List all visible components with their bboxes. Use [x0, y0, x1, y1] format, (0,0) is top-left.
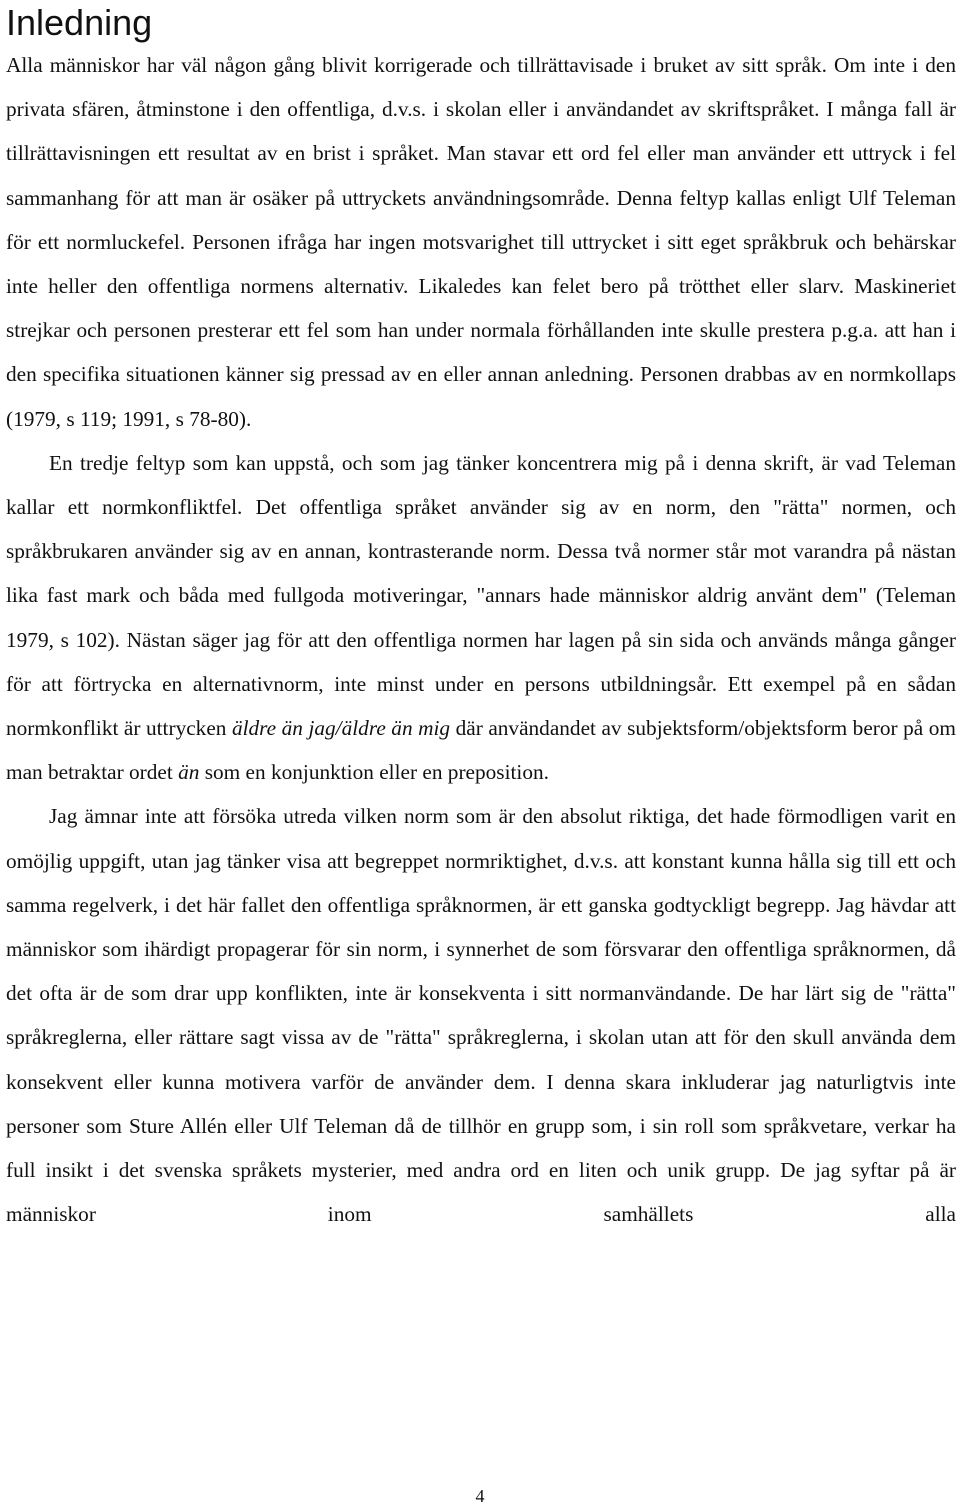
paragraph-text: som en konjunktion eller en preposition.	[199, 760, 549, 785]
paragraph-text: där användandet av subjektsform/objektsform beror på om man betraktar ordet	[6, 716, 956, 785]
italic-example-text: än	[178, 760, 200, 785]
section-heading: Inledning	[6, 2, 153, 43]
paragraph-text: Jag ämnar inte att försöka utreda vilken norm som är den absolut riktiga, det hade förmodligen varit en omöjlig uppgift, utan jag tänker visa att begreppet normriktighet, d.v.s. att konstant kunna hålla sig till ett och samma regelverk, i det här fallet den offentliga språknormen, är ett ganska godtyckligt begrepp. Jag hävdar att människor som ihärdigt propagerar för sin norm, i synnerhet de som försvarar den offentliga språknormen, då det ofta är de som drar upp konflikten, inte är konsekventa i sitt normanvändande. De har lärt sig de "rätta" språkreglerna, eller rättare sagt vissa av de "rätta" språkreglerna, i skolan utan att för den skull använda dem konsekvent eller kunna motivera varför de använder dem. I denna skara inkluderar jag naturligtvis inte personer som Sture Allén eller Ulf Teleman då de tillhör en grupp som, i sin roll som språkvetare, verkar ha full insikt i det svenska språkets mysterier, med andra ord en liten och unik grupp. De jag syftar på är människor inom samhällets alla	[6, 804, 956, 1227]
paragraph-text: En tredje feltyp som kan uppstå, och som jag tänker koncentrera mig på i denna skrift, är vad Teleman kallar ett normkonfliktfel. Det offentliga språket använder sig av en norm, den "rätta" normen, och språkbrukaren använder sig av en annan, kontrasterande norm. Dessa två normer står mot varandra på nästan lika fast mark och båda med fullgoda motiveringar, "annars hade människor aldrig använt dem" (Teleman 1979, s 102). Nästan säger jag för att den offentliga normen har lagen på sin sida och används många gånger för att förtrycka en alternativnorm, inte minst under en persons utbildningsår. Ett exempel på en sådan normkonflikt är uttrycken	[6, 450, 956, 741]
paragraph-2	[6, 441, 956, 795]
italic-example-text: äldre än jag/äldre än mig	[231, 716, 451, 741]
paragraph-3	[6, 794, 956, 1236]
paragraph-text: Alla människor har väl någon gång blivit korrigerade och tillrättavisade i bruket av sitt språk. Om inte i den privata sfären, åtminstone i den offentliga, d.v.s. i skolan eller i användandet av skriftspråket. I många fall är tillrättavisningen ett resultat av en brist i språket. Man stavar ett ord fel eller man använder ett uttryck i fel sammanhang för att man är osäker på uttryckets användningsområde. Denna feltyp kallas enligt Ulf Teleman för ett normluckefel. Personen ifråga har ingen motsvarighet till uttrycket i sitt eget språkbruk och behärskar inte heller den offentliga normens alternativ. Likaledes kan felet bero på trötthet eller slarv. Maskineriet strejkar och personen presterar ett fel som han under normala förhållanden inte skulle prestera p.g.a. att han i den specifika situationen känner sig pressad av en eller annan anledning. Personen drabbas av en normkollaps (1979, s 119; 1991, s 78-80).	[6, 53, 956, 431]
paragraph-1	[6, 43, 956, 441]
document-page	[6, 0, 956, 1236]
page-number: 4	[475, 1486, 485, 1506]
